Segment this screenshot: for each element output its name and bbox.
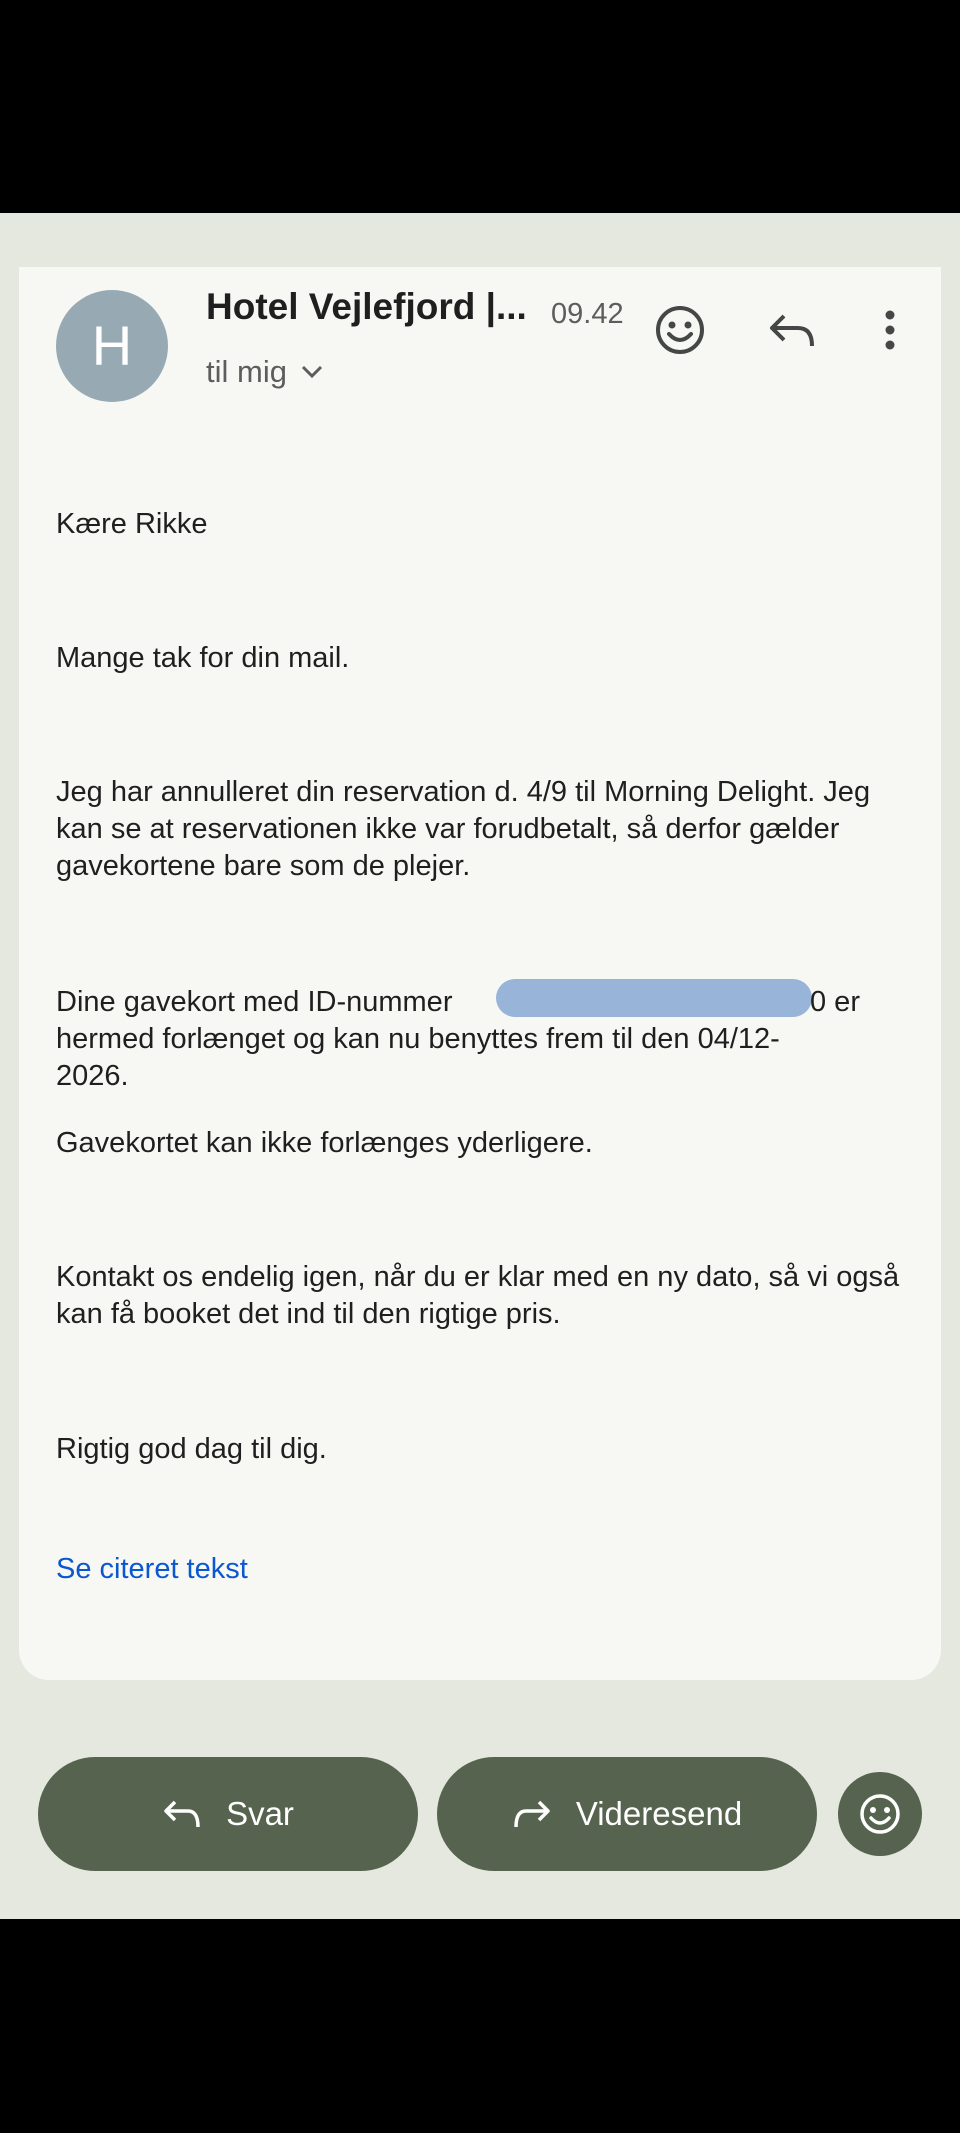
greeting: Kære Rikke	[56, 508, 208, 540]
sender-avatar[interactable]: H	[56, 290, 168, 402]
body-paragraph-3-prefix: Dine gavekort med ID-nummer	[56, 986, 453, 1018]
reply-icon-button[interactable]	[762, 300, 822, 360]
more-options-button[interactable]	[860, 300, 920, 360]
reply-icon	[162, 1799, 202, 1829]
show-quoted-text-link[interactable]: Se citeret tekst	[56, 1553, 248, 1585]
email-card	[19, 267, 941, 1680]
forward-button[interactable]	[437, 1757, 817, 1871]
body-paragraph-5: Kontakt os endelig igen, når du er klar med en ny dato, så vi også kan få booket det ind til den rigtige pris.	[56, 1261, 900, 1330]
emoji-icon	[858, 1792, 902, 1836]
body-paragraph-4: Gavekortet kan ikke forlænges yderligere.	[56, 1127, 593, 1159]
reply-button-label: Svar	[226, 1795, 294, 1832]
body-paragraph-3-line-3: 2026.	[56, 1060, 129, 1092]
chevron-down-icon	[301, 365, 323, 379]
forward-icon	[512, 1799, 552, 1829]
forward-button-label: Videresend	[575, 1795, 743, 1832]
recipient-details-toggle[interactable]	[206, 354, 323, 390]
reply-icon	[768, 312, 816, 348]
reply-button[interactable]	[38, 1757, 418, 1871]
email-time: 09.42	[551, 298, 624, 330]
reaction-button[interactable]	[838, 1772, 922, 1856]
more-vert-icon	[884, 310, 896, 350]
body-paragraph-3-line-2: hermed forlænget og kan nu benyttes frem til den 04/12-	[56, 1023, 780, 1055]
sender-name[interactable]: Hotel Vejlefjord |...	[206, 286, 527, 327]
body-paragraph-3-after-redaction: 0 er	[810, 986, 860, 1018]
emoji-icon	[654, 304, 706, 356]
recipient-label: til mig	[206, 354, 287, 389]
add-reaction-button[interactable]	[650, 300, 710, 360]
body-paragraph-1: Mange tak for din mail.	[56, 642, 350, 674]
body-paragraph-2: Jeg har annulleret din reservation d. 4/9 til Morning Delight. Jeg kan se at reservationen ikke var forudbetalt, så derfor gælder gavekortene bare som de plejer.	[56, 776, 871, 882]
signoff: Rigtig god dag til dig.	[56, 1433, 327, 1465]
redacted-id	[496, 979, 812, 1017]
